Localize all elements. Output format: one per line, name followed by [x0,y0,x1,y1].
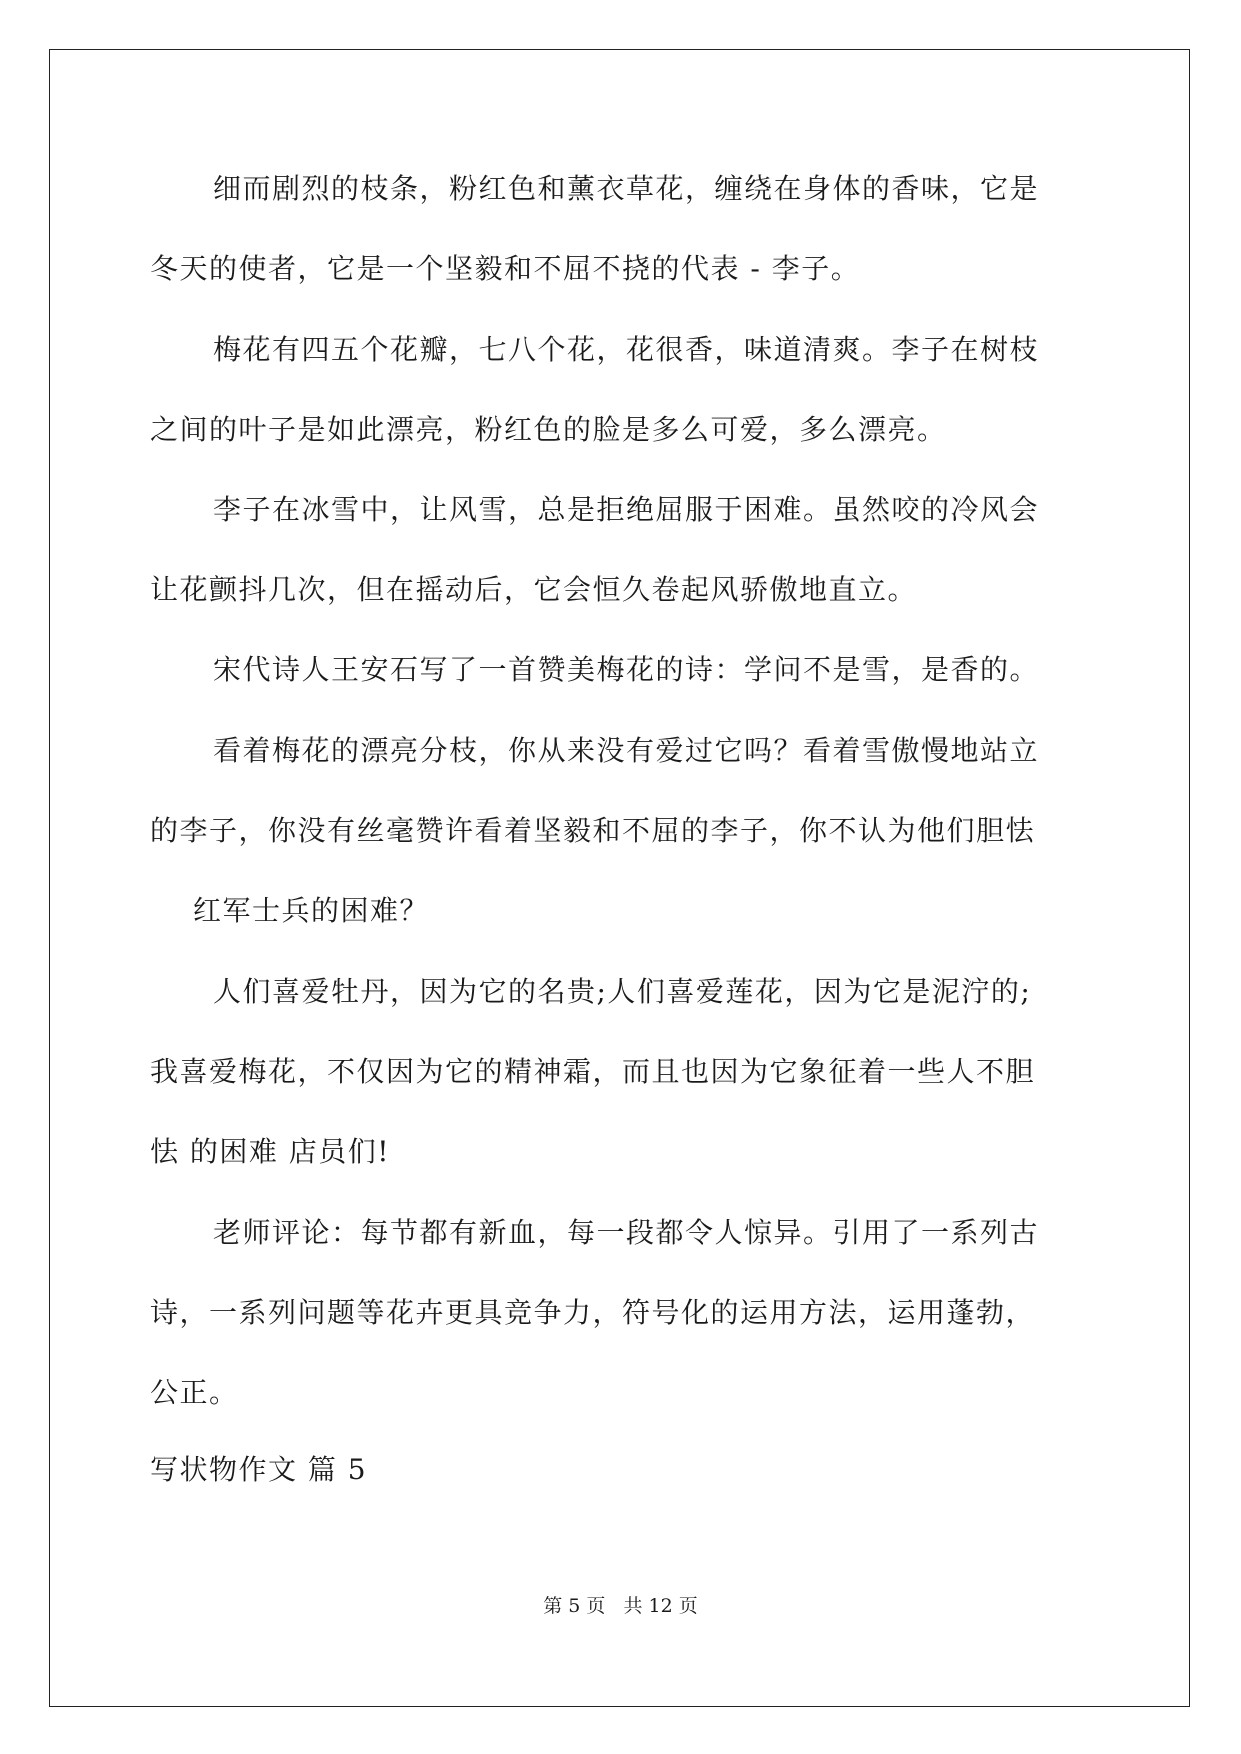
page-number: 第 5 页 [543,1595,606,1617]
paragraph-7-line-1: 老师评论：每节都有新血，每一段都令人惊异。引用了一系列古 [213,1216,1040,1249]
paragraph-5-line-1: 看着梅花的漂亮分枝，你从来没有爱过它吗？看着雪傲慢地站立 [213,734,1040,767]
paragraph-6-line-1: 人们喜爱牡丹，因为它的名贵;人们喜爱莲花，因为它是泥泞的; [213,975,1032,1008]
section-heading: 写状物作文 篇 5 [150,1453,368,1486]
page-footer [0,1594,1241,1618]
paragraph-1-line-1: 细而剧烈的枝条，粉红色和薰衣草花，缠绕在身体的香味，它是 [213,172,1040,205]
paragraph-7-line-3: 公正。 [150,1376,239,1409]
paragraph-5-line-2: 的李子，你没有丝毫赞许看着坚毅和不屈的李子，你不认为他们胆怯 [150,814,1036,847]
paragraph-2-line-2: 之间的叶子是如此漂亮，粉红色的脸是多么可爱，多么漂亮。 [150,413,947,446]
paragraph-3-line-2: 让花颤抖几次，但在摇动后，它会恒久卷起风骄傲地直立。 [150,573,918,606]
paragraph-6-line-3: 怯 的困难 店员们! [150,1135,391,1168]
paragraph-7-line-2: 诗，一系列问题等花卉更具竞争力，符号化的运用方法，运用蓬勃， [150,1296,1036,1329]
paragraph-6-line-2: 我喜爱梅花，不仅因为它的精神霜，而且也因为它象征着一些人不胆 [150,1055,1036,1088]
paragraph-1-line-2: 冬天的使者，它是一个坚毅和不屈不挠的代表 - 李子。 [150,252,861,285]
paragraph-2-line-1: 梅花有四五个花瓣，七八个花，花很香，味道清爽。李子在树枝 [213,333,1040,366]
page-total: 共 12 页 [623,1595,698,1617]
paragraph-3-line-1: 李子在冰雪中，让风雪，总是拒绝屈服于困难。虽然咬的冷风会 [213,493,1040,526]
paragraph-4-line-1: 宋代诗人王安石写了一首赞美梅花的诗：学问不是雪，是香的。 [213,653,1040,686]
paragraph-5-line-3: 红军士兵的困难？ [193,894,430,927]
